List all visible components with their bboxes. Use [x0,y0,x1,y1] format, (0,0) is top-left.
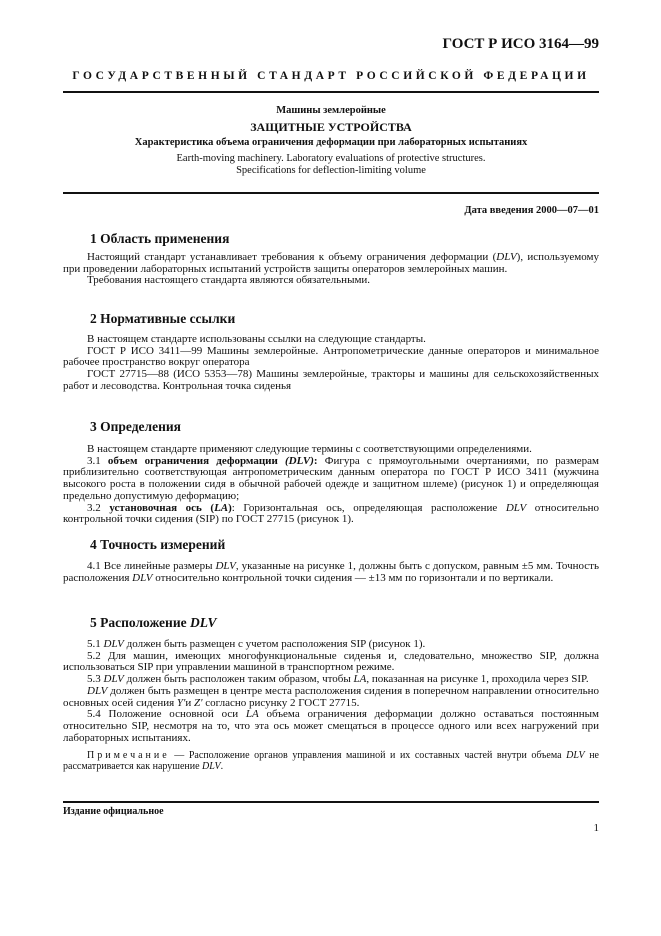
text-run: 3.2 [87,501,110,514]
text-run: DLV [103,638,124,650]
text-run: относительно контрольной точки сидения — ±13 мм по горизонтали и по вертикали. [152,571,554,584]
text-run: — Расположение органов управления машиной и их составных частей внутри объема [169,750,567,761]
text-run: 5 Расположение [90,615,190,630]
text-run: . [220,761,224,772]
divider [63,801,599,803]
text-run: В настоящем стандарте использованы ссылки на следующие стандарты. [87,333,426,345]
document-code: ГОСТ Р ИСО 3164—99 [442,36,599,52]
text-run: и [185,696,195,709]
text-run: ), используемому при проведении лабораторных испытаний устройств защиты операторов землеройных машин. [63,251,599,275]
divider [63,91,599,93]
divider [63,192,599,194]
text-run: В настоящем стандарте применяют следующие термины с соответствующими определениями. [87,443,532,455]
paragraph [63,369,599,392]
text-run: : [313,454,318,467]
english-title-2: Specifications for deflection-limiting volume [236,165,426,176]
paragraph [63,561,599,584]
text-run: DLV [132,571,153,584]
text-run: объема ограничения деформации должно оставаться постоянным относительно SIP, несмотря на то, что эта ось может смещаться в процессе одного или всех нагружений при лабораторных испытаниях. [63,708,599,744]
effective-date: Дата введения 2000—07—01 [464,205,599,216]
title-line-2: ЗАЩИТНЫЕ УСТРОЙСТВА [250,120,412,134]
section-body [63,334,599,393]
text-run: DLV [87,684,108,697]
section-body [63,252,599,287]
text-run: 5.3 [87,673,104,686]
text-run: DLV [103,673,124,686]
text-run: LA [353,673,367,686]
text-run: DLV [215,560,236,572]
section-heading [90,419,181,435]
title-line-3: Характеристика объема ограничения деформации при лабораторных испытаниях [134,137,528,148]
text-run: Y' [176,696,186,709]
paragraph [63,686,599,709]
section-body [63,444,599,526]
section-heading [90,615,216,631]
section-heading [90,231,229,247]
section-heading [90,311,235,327]
paragraph [63,275,599,287]
text-run: DLV [505,501,527,514]
text-run: (DLV) [285,454,314,467]
text-run: согласно рисунку 2 ГОСТ 27715. [202,696,360,709]
section-body [63,561,599,584]
text-run: Требования настоящего стандарта являются обязательными. [87,274,371,287]
text-run: 3.1 [87,454,108,467]
text-run: Примечание [87,750,170,761]
text-run: DLV [202,761,221,772]
text-run: ) [228,501,232,514]
text-run: 1 Область применения [90,231,230,246]
text-run: LA [245,708,259,721]
paragraph [63,709,599,744]
text-run: объем ограничения деформации [107,454,285,467]
english-title-1: Earth-moving machinery. Laboratory evaluations of protective structures. [176,153,486,164]
text-run: 4.1 Все линейные размеры [87,560,216,572]
text-run: Настоящий стандарт устанавливает требования к объему ограничения деформации ( [87,251,497,263]
text-run: 5.4 Положение основной оси [87,708,246,721]
text-run: 5.2 Для машин, имеющих многофункциональные сиденья и, следовательно, множество SIP, должна использоваться SIP при управлении машиной в транспортном режиме. [63,649,599,674]
paragraph [63,651,599,674]
paragraph [63,456,599,503]
text-run: должен быть размещен в центре места расположения сидения в поперечном направлении относительно основных осей сидения [63,684,599,709]
text-run: не рассматривается как нарушение [63,750,599,772]
text-run: Z' [194,696,203,709]
section-body [63,639,599,744]
government-standard-title: ГОСУДАРСТВЕННЫЙ СТАНДАРТ РОССИЙСКОЙ ФЕДЕРАЦИИ [72,70,590,82]
text-run: ГОСТ Р ИСО 3411—99 Машины землеройные. Антропометрические данные операторов и минимальное рабочее пространство вокруг оператора [63,344,599,369]
text-run: 5.1 [87,638,104,650]
text-run: 3 Определения [90,419,181,434]
paragraph [63,503,599,526]
paragraph [63,346,599,369]
text-run: Фигура с прямоугольными очертаниями, по размерам приблизительно соответствующая антропометрическим данным оператора по ГОСТ Р ИСО 3411 (мужчина высокого роста в положении сидя в обычной рабочей одежде и защитном шлеме) (рисунок 1) и определяющая предельно допустимую деформацию; [63,454,600,502]
page-number: 1 [593,822,599,834]
text-run: DLV [566,750,585,761]
note-text [63,750,599,772]
paragraph [63,252,599,275]
text-run: : Горизонтальная ось, определяющая расположение [231,501,506,514]
official-edition-label: Издание официальное [63,806,164,817]
text-run: должен быть расположен таким образом, чтобы [123,673,354,686]
note [63,750,599,772]
text-run: должен быть размещен с учетом расположения SIP (рисунок 1). [123,638,426,650]
text-run: 2 Нормативные ссылки [90,311,236,326]
text-run: относительно контрольной точки сидения (SIP) по ГОСТ 27715 (рисунок 1). [63,501,599,526]
text-run: , указанные на рисунке 1, должны быть с допуском, равным ±5 мм. Точность расположения [63,560,599,584]
text-run: ГОСТ 27715—88 (ИСО 5353—78) Машины землеройные, тракторы и машины для сельскохозяйственных работ и лесоводства. Контрольная точка сиденья [63,368,599,392]
text-run: DLV [189,615,217,630]
section-heading [90,537,225,553]
text-run: LA [214,501,229,514]
text-run: 4 Точность измерений [90,537,226,552]
text-run: , показанная на рисунке 1, проходила через SIP. [366,673,589,686]
title-line-1: Машины землеройные [276,105,386,116]
text-run: установочная ось ( [109,501,215,514]
text-run: DLV [496,251,517,263]
